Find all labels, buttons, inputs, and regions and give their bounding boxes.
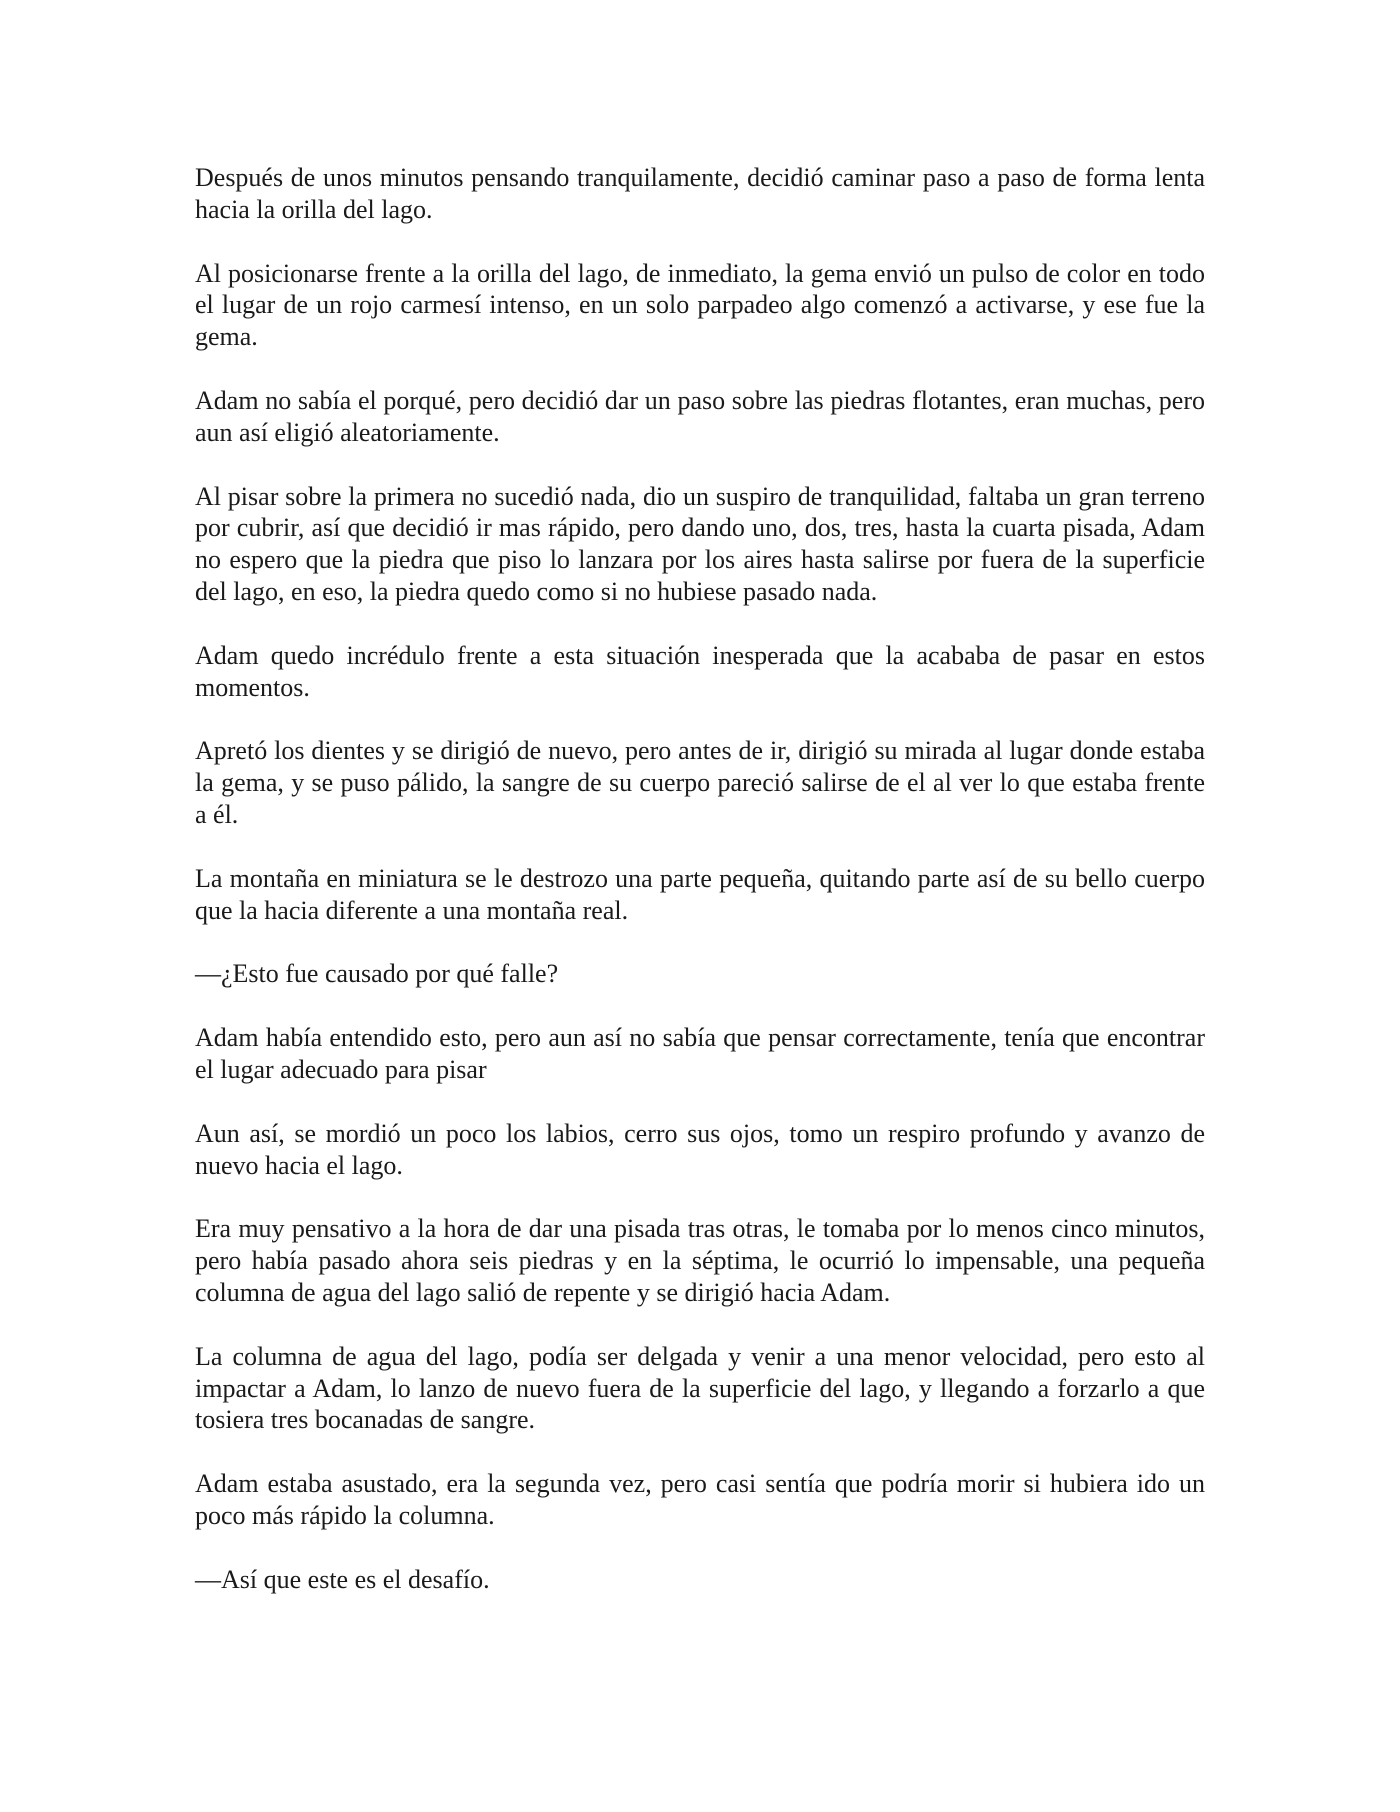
body-text <box>195 162 1205 1628</box>
dialogue-line: —Así que este es el desafío. <box>195 1564 490 1594</box>
paragraph: Era muy pensativo a la hora de dar una pisada tras otras, le tomaba por lo menos cinco minutos, pero había pasado ahora seis piedras y en la séptima, le ocurrió lo impensable, una pequeña columna de agua del lago salió de repente y se dirigió hacia Adam. <box>195 1214 1205 1307</box>
paragraph: Apretó los dientes y se dirigió de nuevo, pero antes de ir, dirigió su mirada al lugar donde estaba la gema, y se puso pálido, la sangre de su cuerpo pareció salirse de el al ver lo que estaba frente a él. <box>195 736 1205 829</box>
paragraph: Después de unos minutos pensando tranquilamente, decidió caminar paso a paso de forma lenta hacia la orilla del lago. <box>195 163 1205 224</box>
paragraph: La montaña en miniatura se le destrozo una parte pequeña, quitando parte así de su bello cuerpo que la hacia diferente a una montaña real. <box>195 863 1205 925</box>
paragraph: Adam estaba asustado, era la segunda vez, pero casi sentía que podría morir si hubiera ido un poco más rápido la columna. <box>195 1469 1205 1530</box>
paragraph: Adam había entendido esto, pero aun así no sabía que pensar correctamente, tenía que encontrar el lugar adecuado para pisar <box>195 1023 1205 1084</box>
paragraph: Adam no sabía el porqué, pero decidió dar un paso sobre las piedras flotantes, eran muchas, pero aun así eligió aleatoriamente. <box>195 385 1205 447</box>
paragraph: Aun así, se mordió un poco los labios, cerro sus ojos, tomo un respiro profundo y avanzo de nuevo hacia el lago. <box>195 1118 1205 1180</box>
paragraph: Al posicionarse frente a la orilla del lago, de inmediato, la gema envió un pulso de color en todo el lugar de un rojo carmesí intenso, en un solo parpadeo algo comenzó a activarse, y ese fue la gema. <box>195 258 1205 352</box>
paragraph: La columna de agua del lago, podía ser delgada y venir a una menor velocidad, pero esto al impactar a Adam, lo lanzo de nuevo fuera de la superficie del lago, y llegando a forzarlo a que tosiera tres bocanadas de sangre. <box>195 1341 1205 1435</box>
paragraph: Adam quedo incrédulo frente a esta situación inesperada que la acababa de pasar en estos momentos. <box>195 640 1205 702</box>
paragraph: Al pisar sobre la primera no sucedió nada, dio un suspiro de tranquilidad, faltaba un gran terreno por cubrir, así que decidió ir mas rápido, pero dando uno, dos, tres, hasta la cuarta pisada, Adam no espero que la piedra que piso lo lanzara por los aires hasta salirse por fuera de la superficie del lago, en eso, la piedra quedo como si no hubiese pasado nada. <box>195 481 1205 606</box>
dialogue-line: —¿Esto fue causado por qué falle? <box>195 959 559 989</box>
